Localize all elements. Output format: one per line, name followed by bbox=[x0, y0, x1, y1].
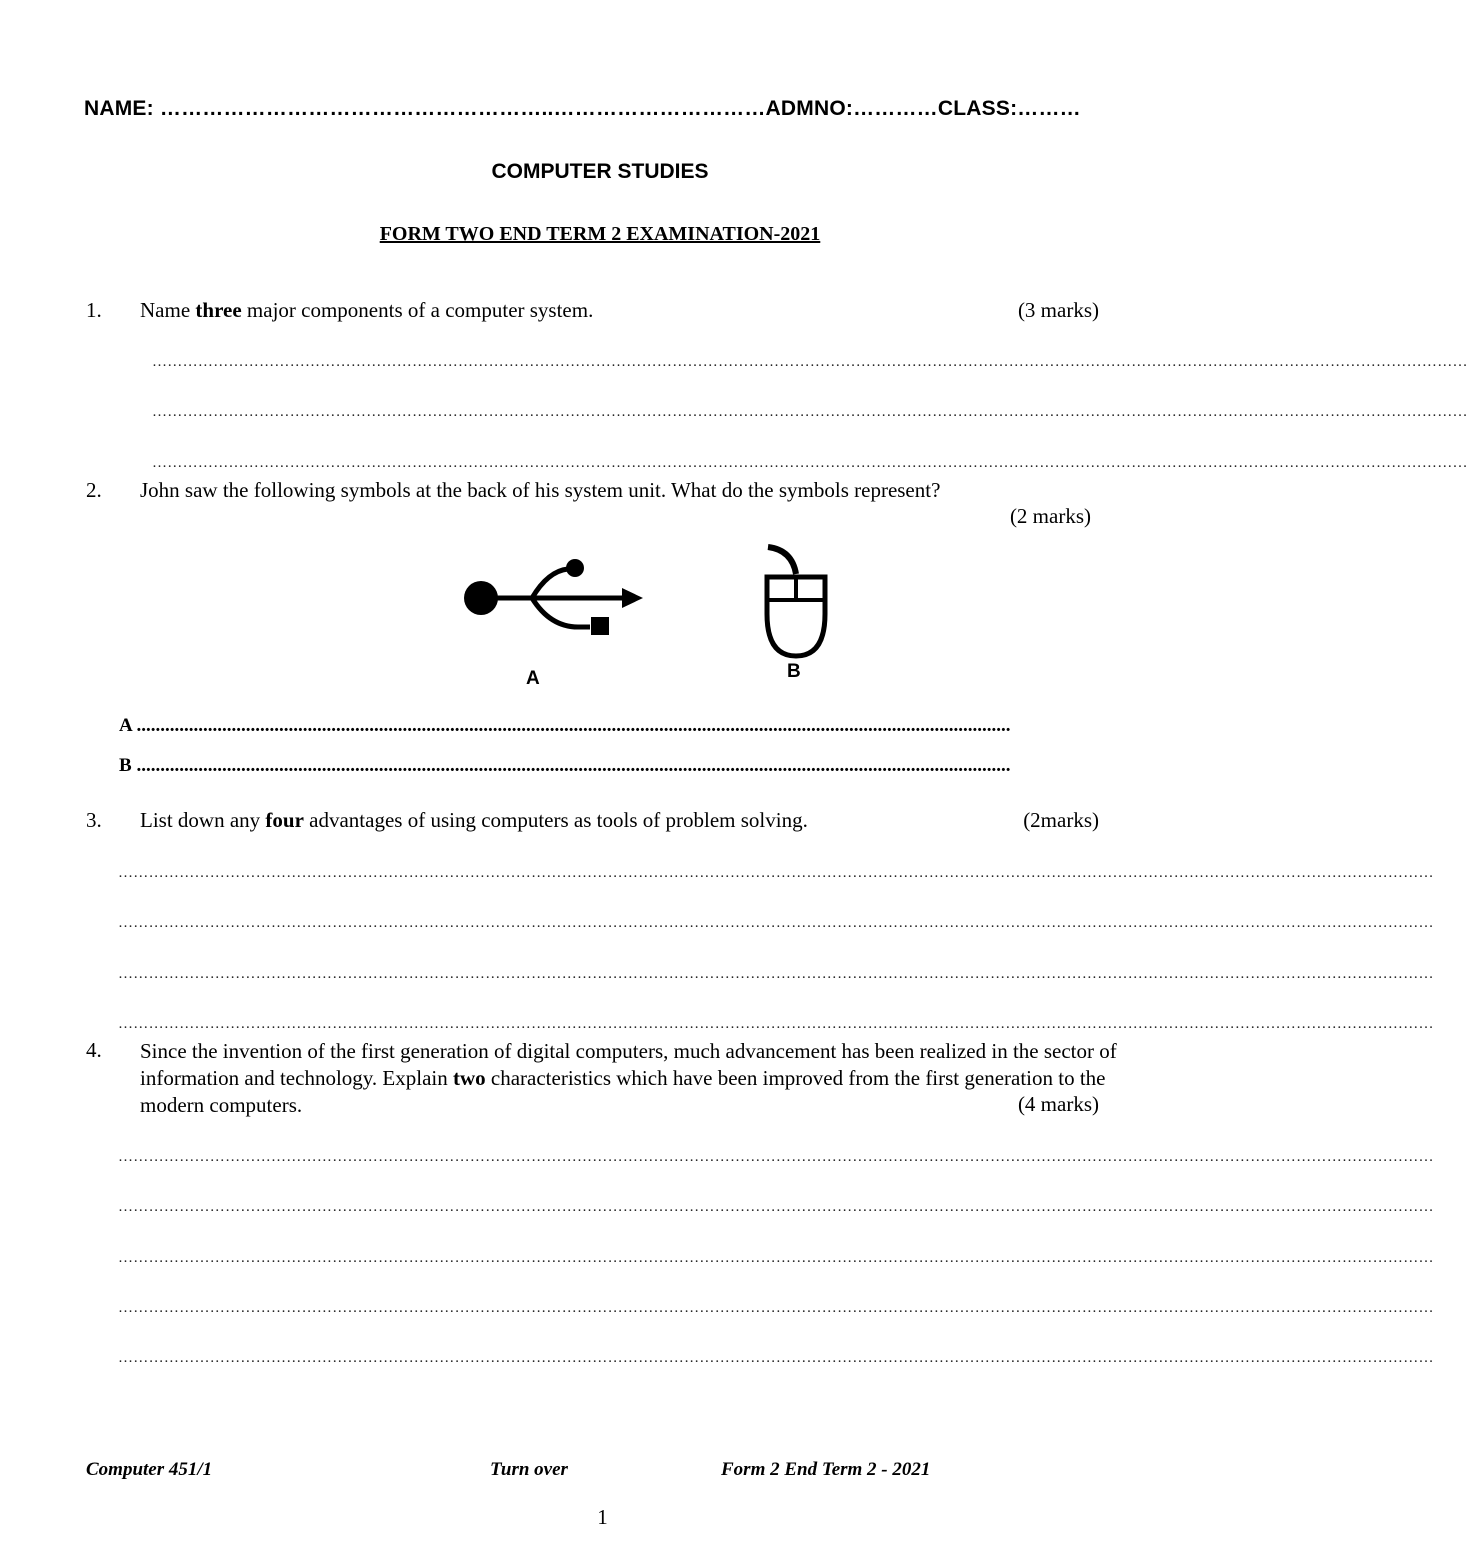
answer-a-dots[interactable]: ........................................................................................................................................................................................ bbox=[136, 715, 1011, 736]
answer-line[interactable]: …………………………………………………………………………………………………………………………………………………………………………………………………………………………………… bbox=[152, 354, 1468, 370]
answer-line[interactable]: …………………………………………………………………………………………………………………………………………………………………………………………………………………………………… bbox=[118, 1199, 1434, 1215]
question-2-marks: (2 marks) bbox=[1009, 504, 1091, 528]
answer-line[interactable]: …………………………………………………………………………………………………………………………………………………………………………………………………………………………………… bbox=[118, 1250, 1434, 1266]
symbol-b-label: B bbox=[787, 661, 801, 682]
admno-label: ADMNO: bbox=[765, 97, 854, 120]
name-field[interactable]: ………………………………………………..………………………… bbox=[159, 97, 766, 120]
usb-icon bbox=[460, 555, 650, 645]
question-4-emphasis: two bbox=[452, 1066, 486, 1090]
footer-paper-code: Computer 451/1 bbox=[86, 1459, 213, 1480]
class-field[interactable]: ……… bbox=[1017, 97, 1081, 120]
answer-line[interactable]: …………………………………………………………………………………………………………………………………………………………………………………………………………………………………… bbox=[152, 455, 1468, 471]
page-number: 1 bbox=[597, 1505, 608, 1529]
question-4-marks: (4 marks) bbox=[1017, 1092, 1099, 1116]
question-2-text: John saw the following symbols at the back of his system unit. What do the symbols represent? bbox=[140, 478, 941, 502]
answer-line[interactable]: …………………………………………………………………………………………………………………………………………………………………………………………………………………………………… bbox=[118, 1149, 1434, 1165]
question-3-text-end: advantages of using computers as tools of problem solving. bbox=[303, 808, 808, 832]
footer-exam-name: Form 2 End Term 2 - 2021 bbox=[721, 1459, 931, 1480]
question-3-number: 3. bbox=[86, 808, 102, 832]
question-2-number: 2. bbox=[86, 478, 102, 502]
admno-field[interactable]: ………… bbox=[853, 97, 938, 120]
question-4-number: 4. bbox=[86, 1038, 102, 1062]
subject-title: COMPUTER STUDIES bbox=[491, 160, 709, 183]
question-1-text bbox=[140, 298, 593, 323]
question-1-text-start: Name bbox=[140, 298, 196, 322]
answer-line[interactable]: …………………………………………………………………………………………………………………………………………………………………………………………………………………………………… bbox=[118, 865, 1434, 881]
answer-line[interactable]: …………………………………………………………………………………………………………………………………………………………………………………………………………………………………… bbox=[152, 404, 1468, 420]
question-4-text-start: Since the invention of the first generation of digital computers, much advancement has been realized in the sector of information and technology. Explain bbox=[140, 1039, 1117, 1090]
answer-b-line[interactable] bbox=[119, 755, 1057, 777]
answer-b-dots[interactable]: ........................................................................................................................................................................................ bbox=[136, 755, 1011, 776]
answer-line[interactable]: …………………………………………………………………………………………………………………………………………………………………………………………………………………………………… bbox=[118, 966, 1434, 982]
answer-a-label: A bbox=[119, 715, 132, 736]
question-3-text-start: List down any bbox=[140, 808, 266, 832]
answer-line[interactable]: …………………………………………………………………………………………………………………………………………………………………………………………………………………………………… bbox=[118, 1350, 1434, 1366]
question-4-text-end: characteristics which have been improved from the first generation to the modern computers. bbox=[140, 1066, 1106, 1117]
question-3-text bbox=[140, 808, 808, 833]
question-3-emphasis: four bbox=[265, 808, 304, 832]
class-label: CLASS: bbox=[937, 97, 1018, 120]
question-4-text bbox=[140, 1038, 1120, 1119]
question-1-number: 1. bbox=[86, 298, 102, 322]
question-1-marks: (3 marks) bbox=[1017, 298, 1099, 322]
student-details-line bbox=[84, 97, 1081, 121]
answer-line[interactable]: …………………………………………………………………………………………………………………………………………………………………………………………………………………………………… bbox=[118, 915, 1434, 931]
exam-title: FORM TWO END TERM 2 EXAMINATION-2021 bbox=[379, 223, 821, 245]
footer-turn-over: Turn over bbox=[490, 1459, 568, 1480]
answer-b-label: B bbox=[119, 755, 132, 776]
answer-a-line[interactable] bbox=[119, 715, 1057, 737]
question-1-text-end: major components of a computer system. bbox=[241, 298, 594, 322]
answer-line[interactable]: …………………………………………………………………………………………………………………………………………………………………………………………………………………………………… bbox=[118, 1016, 1434, 1032]
symbol-a-label: A bbox=[526, 668, 540, 689]
question-3-marks: (2marks) bbox=[1023, 808, 1099, 832]
mouse-icon bbox=[760, 544, 832, 662]
question-1-emphasis: three bbox=[195, 298, 242, 322]
name-label: NAME: bbox=[84, 97, 154, 120]
answer-line[interactable]: …………………………………………………………………………………………………………………………………………………………………………………………………………………………………… bbox=[118, 1300, 1434, 1316]
